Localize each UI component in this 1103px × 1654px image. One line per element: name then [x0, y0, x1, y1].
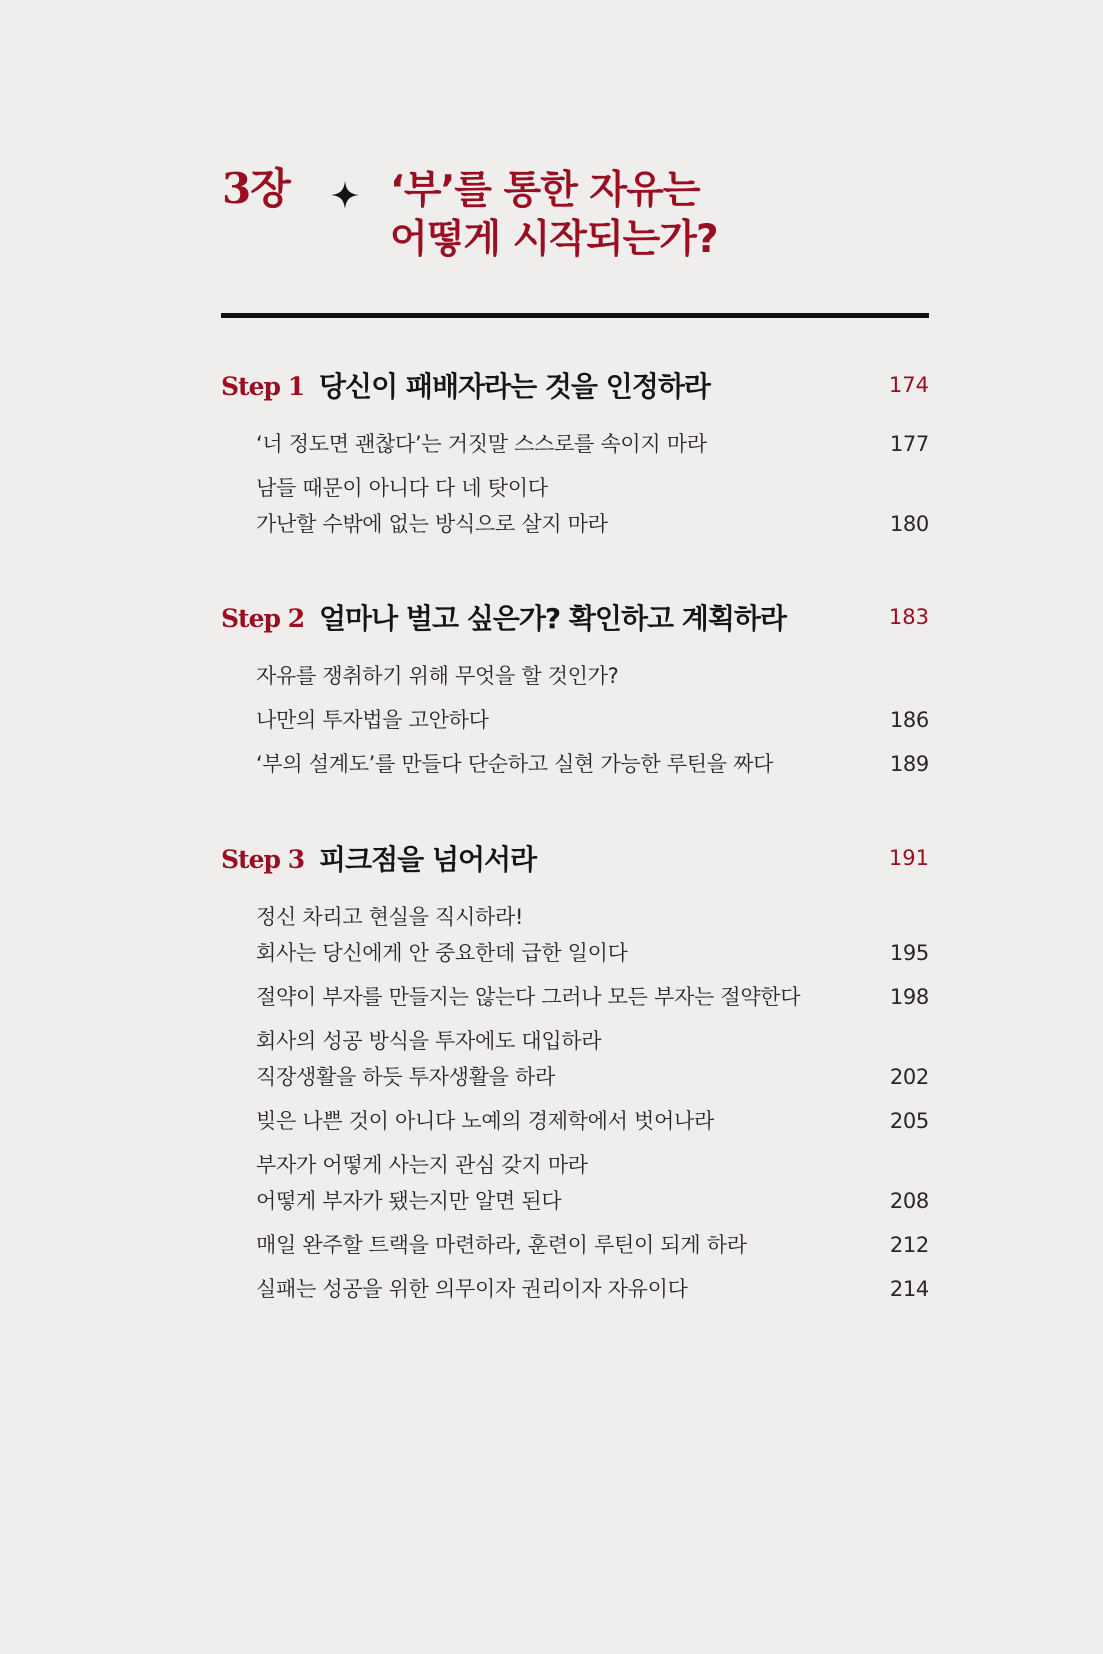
entry-line: 자유를 쟁취하기 위해 무엇을 할 것인가? — [256, 664, 619, 688]
toc-entry[interactable] — [221, 658, 929, 694]
toc-entry[interactable] — [221, 1271, 929, 1307]
entry-line: 부자가 어떻게 사는지 관심 갖지 마라 — [256, 1153, 588, 1177]
step-2-section — [221, 600, 929, 790]
step-label: Step 3 — [221, 845, 305, 874]
step-1-section — [221, 368, 929, 550]
toc-entry[interactable] — [221, 470, 929, 542]
toc-entry[interactable] — [221, 746, 929, 782]
toc-entry[interactable] — [221, 1103, 929, 1139]
toc-entry[interactable] — [221, 979, 929, 1015]
chapter-title-line2: 어떻게 시작되는가? — [390, 217, 718, 262]
entry-line: 직장생활을 하듯 투자생활을 하라 — [256, 1065, 555, 1089]
step-header[interactable] — [221, 841, 929, 881]
step-page-number: 183 — [888, 605, 929, 629]
step-title: 얼마나 벌고 싶은가? 확인하고 계획하라 — [319, 602, 787, 635]
step-title: 피크점을 넘어서라 — [319, 843, 537, 876]
chapter-header — [222, 166, 952, 276]
entry-line: 절약이 부자를 만들지는 않는다 그러나 모든 부자는 절약한다 — [256, 985, 801, 1009]
step-3-section — [221, 841, 929, 1315]
toc-entry[interactable] — [221, 1023, 929, 1095]
entry-page-number: 205 — [889, 1109, 929, 1133]
toc-entry[interactable] — [221, 702, 929, 738]
step-label: Step 2 — [221, 604, 305, 633]
entry-line: 어떻게 부자가 됐는지만 알면 된다 — [256, 1189, 562, 1213]
entry-page-number: 212 — [889, 1233, 929, 1257]
entry-line: 정신 차리고 현실을 직시하라! — [256, 905, 524, 929]
entry-line: 나만의 투자법을 고안하다 — [256, 708, 489, 732]
entry-line: 매일 완주할 트랙을 마련하라, 훈련이 루틴이 되게 하라 — [256, 1233, 747, 1257]
step-header[interactable] — [221, 600, 929, 640]
entry-line: 가난할 수밖에 없는 방식으로 살지 마라 — [256, 512, 608, 536]
toc-entry[interactable] — [221, 426, 929, 462]
entry-line: 회사는 당신에게 안 중요한데 급한 일이다 — [256, 941, 628, 965]
toc-entry[interactable] — [221, 1227, 929, 1263]
entry-page-number: 208 — [889, 1189, 929, 1213]
step-label: Step 1 — [221, 372, 305, 401]
entry-page-number: 195 — [889, 941, 929, 965]
header-divider — [221, 313, 929, 318]
entry-page-number: 214 — [889, 1277, 929, 1301]
entry-page-number: 180 — [889, 512, 929, 536]
entry-page-number: 186 — [889, 708, 929, 732]
entry-line: 회사의 성공 방식을 투자에도 대입하라 — [256, 1029, 602, 1053]
step-header[interactable] — [221, 368, 929, 408]
toc-entry[interactable] — [221, 1147, 929, 1219]
step-page-number: 174 — [888, 373, 929, 397]
four-point-star-icon — [330, 180, 360, 210]
entry-page-number: 202 — [889, 1065, 929, 1089]
chapter-number: 3장 — [222, 164, 290, 213]
step-page-number: 191 — [888, 846, 929, 870]
entry-line: ‘부의 설계도’를 만들다 단순하고 실현 가능한 루틴을 짜다 — [256, 752, 774, 776]
entry-page-number: 189 — [889, 752, 929, 776]
entry-page-number: 198 — [889, 985, 929, 1009]
chapter-title-line1: ‘부’를 통한 자유는 — [390, 168, 700, 213]
entry-line: 남들 때문이 아니다 다 네 탓이다 — [256, 476, 548, 500]
toc-entry[interactable] — [221, 899, 929, 971]
entry-line: 실패는 성공을 위한 의무이자 권리이자 자유이다 — [256, 1277, 688, 1301]
entry-line: ‘너 정도면 괜찮다’는 거짓말 스스로를 속이지 마라 — [256, 432, 707, 456]
chapter-title — [390, 166, 718, 264]
step-title: 당신이 패배자라는 것을 인정하라 — [319, 370, 710, 403]
entry-line: 빚은 나쁜 것이 아니다 노예의 경제학에서 벗어나라 — [256, 1109, 714, 1133]
entry-page-number: 177 — [889, 432, 929, 456]
